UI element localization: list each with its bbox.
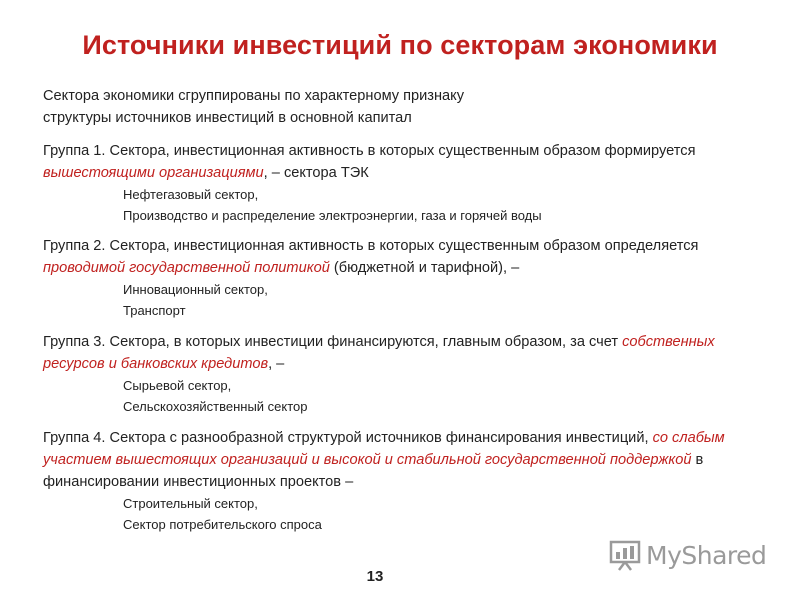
presentation-board-icon <box>608 538 642 572</box>
group-3-highlight: собственных ресурсов и банковских кредитов <box>43 334 715 372</box>
group-3-sector-1: Сырьевой сектор, <box>123 378 232 393</box>
group-1-description <box>43 140 773 184</box>
group-2-description <box>43 235 773 279</box>
group-3-text: Группа 3. Сектора, в которых инвестиции финансируются, главным образом, за счет <box>43 334 623 350</box>
group-2-text: Группа 2. Сектора, инвестиционная активность в которых существенным образом определяется <box>43 238 699 254</box>
group-1-text: Группа 1. Сектора, инвестиционная активность в которых существенным образом формируется <box>43 143 696 159</box>
group-1-text-after: , – сектора ТЭК <box>263 165 369 181</box>
page-number: 13 <box>366 568 384 585</box>
group-4 <box>43 427 773 535</box>
group-1-sector-1: Нефтегазовый сектор, <box>123 187 259 202</box>
group-1 <box>43 140 773 226</box>
group-2-text-after: (бюджетной и тарифной), – <box>329 260 520 276</box>
group-3-sector-2: Сельскохозяйственный сектор <box>123 399 308 414</box>
group-4-text: Группа 4. Сектора с разнообразной структурой источников финансирования инвестиций, <box>43 430 653 446</box>
intro-text <box>43 85 778 129</box>
group-4-highlight: со слабым участием вышестоящих организаций и высокой и стабильной государственной поддержкой <box>43 430 725 468</box>
group-2-sector-1: Инновационный сектор, <box>123 282 268 297</box>
watermark-brand: MyShared <box>646 540 767 570</box>
intro-line-1: Сектора экономики сгруппированы по характерному признаку <box>43 88 465 104</box>
group-4-description <box>43 427 773 493</box>
group-3-description <box>43 331 773 375</box>
group-3-text-after: , – <box>268 356 285 372</box>
group-2-sector-2: Транспорт <box>123 303 186 318</box>
group-2-highlight: проводимой государственной политикой <box>43 260 330 276</box>
group-4-sector-1: Строительный сектор, <box>123 496 258 511</box>
group-1-sector-2: Производство и распределение электроэнергии, газа и горячей воды <box>123 208 542 223</box>
intro-line-2: структуры источников инвестиций в основной капитал <box>43 110 412 126</box>
group-4-sector-2: Сектор потребительского спроса <box>123 517 322 532</box>
slide-title: Источники инвестиций по секторам экономики <box>82 30 718 60</box>
group-3 <box>43 331 773 417</box>
group-4-text-after: в финансировании инвестиционных проектов – <box>43 452 704 490</box>
group-2 <box>43 235 773 321</box>
group-1-highlight: вышестоящими организациями <box>43 165 264 181</box>
